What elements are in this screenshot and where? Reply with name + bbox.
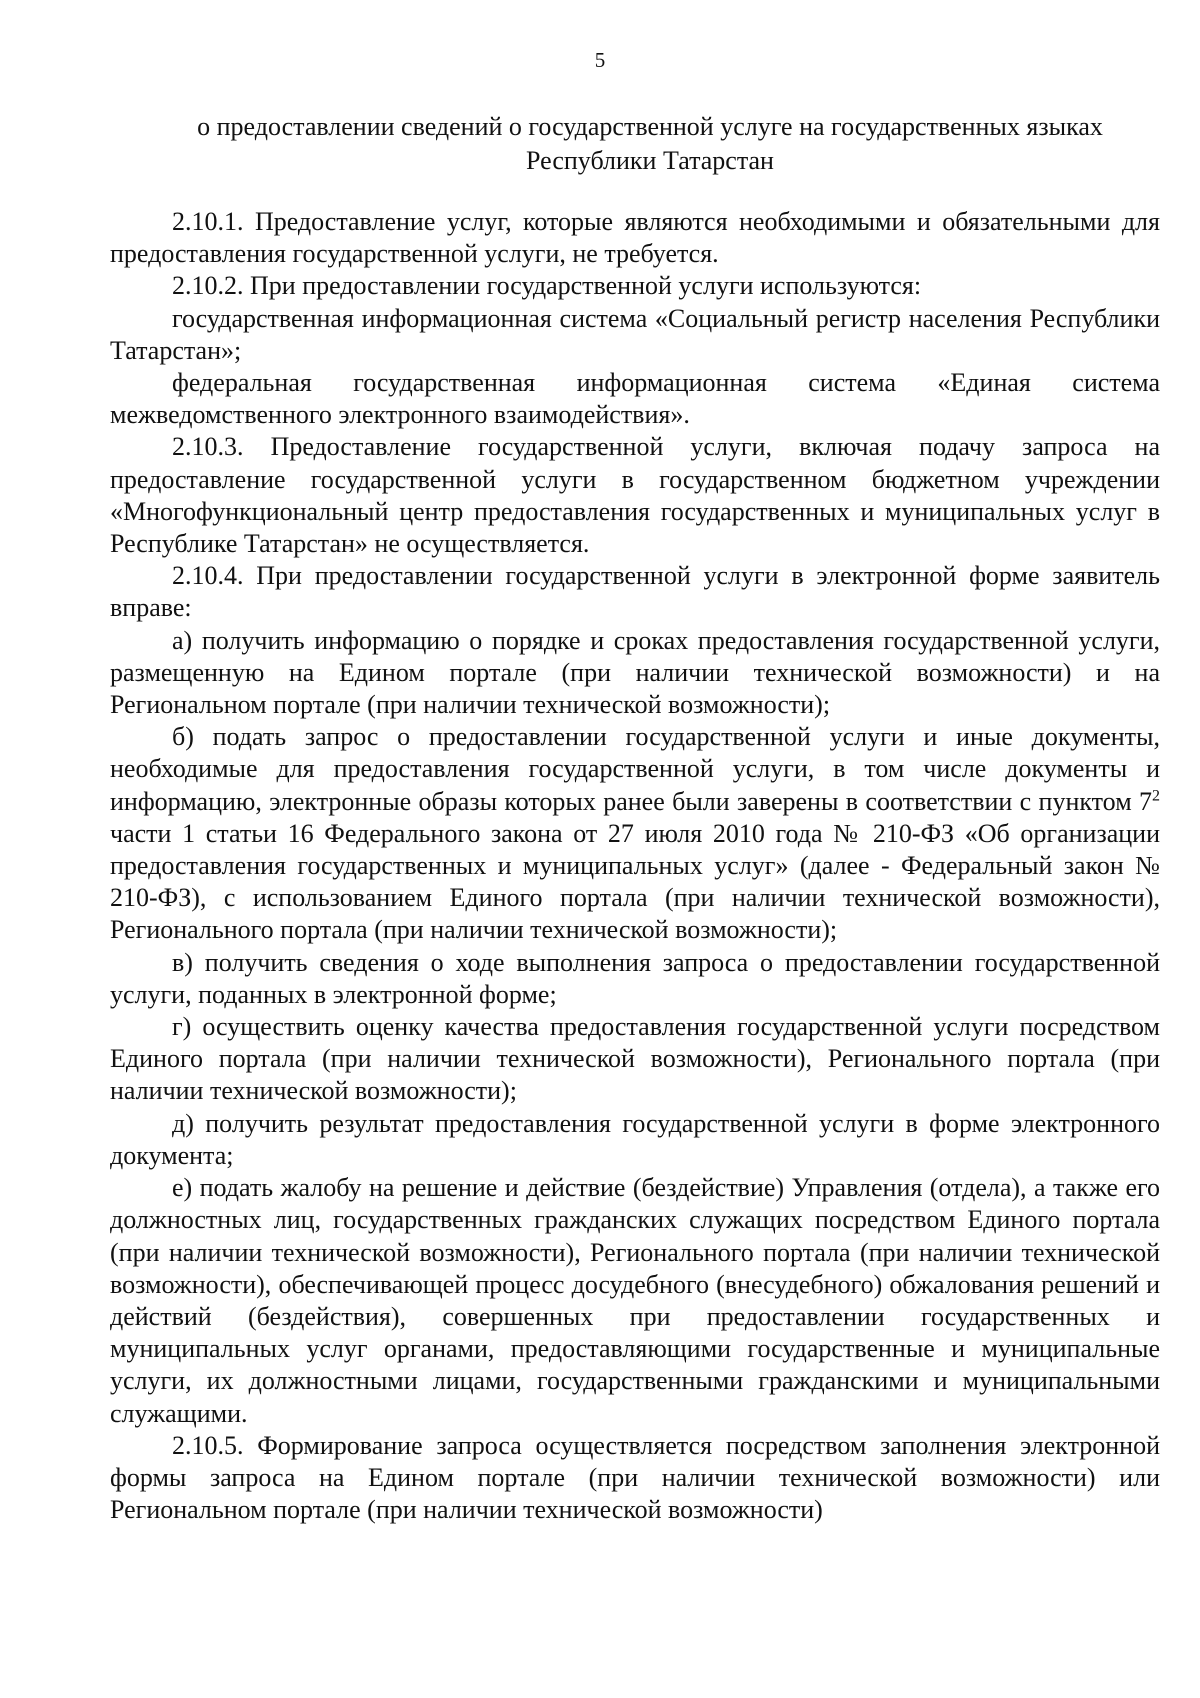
- paragraph-2-10-1: 2.10.1. Предоставление услуг, которые являются необходимыми и обязательными для предоставления государственной услуги, не требуется.: [110, 207, 1160, 269]
- paragraph-2-10-2: 2.10.2. При предоставлении государственной услуги используются:: [172, 271, 922, 301]
- section-heading: [130, 110, 1170, 178]
- heading-line-2: Республики Татарстан: [526, 146, 774, 175]
- document-body: [110, 206, 1160, 1526]
- paragraph-2-10-3: 2.10.3. Предоставление государственной услуги, включая подачу запроса на предоставление государственной услуги в государственном бюджетном учреждении «Многофункциональный центр предоставления государственных и муниципальных услуг в Республике Татарстан» не осуществляется.: [110, 432, 1160, 559]
- heading-line-1: о предоставлении сведений о государственной услуге на государственных языках: [197, 112, 1103, 141]
- item-b-text-1: б) подать запрос о предоставлении государственной услуги и иные документы, необходимые для предоставления государственной услуги, в том числе документы и информацию, электронные образы которых ранее были заверены в соответствии с пунктом 7: [110, 722, 1160, 816]
- paragraph-item-b: [110, 721, 1160, 946]
- paragraph-social-register: государственная информационная система «Социальный регистр населения Республики Татарстан»;: [110, 303, 1160, 365]
- paragraph-item-d: д) получить результат предоставления государственной услуги в форме электронного документа;: [110, 1108, 1160, 1170]
- paragraph-2-10-4: 2.10.4. При предоставлении государственной услуги в электронной форме заявитель вправе:: [110, 561, 1160, 623]
- item-b-superscript: 2: [1152, 787, 1160, 804]
- paragraph-smev: федеральная государственная информационная система «Единая система межведомственного электронного взаимодействия».: [110, 368, 1160, 430]
- paragraph-2-10-5: 2.10.5. Формирование запроса осуществляется посредством заполнения электронной формы запроса на Едином портале (при наличии технической возможности) или Региональном портале (при наличии технической возможности): [110, 1430, 1160, 1525]
- paragraph-item-e: е) подать жалобу на решение и действие (бездействие) Управления (отдела), а также его должностных лиц, государственных гражданских служащих посредством Единого портала (при наличии технической возможности), Регионального портала (при наличии технической возможности), обеспечивающей процесс досудебного (внесудебного) обжалования решений и действий (бездействия), совершенных при предоставлении государственных и муниципальных услуг органами, предоставляющими государственные и муниципальные услуги, их должностными лицами, государственными гражданскими и муниципальными служащими.: [110, 1173, 1160, 1428]
- item-b-text-2: части 1 статьи 16 Федерального закона от 27 июля 2010 года № 210-ФЗ «Об организации предоставления государственных и муниципальных услуг» (далее - Федеральный закон № 210-ФЗ), с использованием Единого портала (при наличии технической возможности), Регионального портала (при наличии технической возможности);: [110, 818, 1160, 945]
- paragraph-item-g: г) осуществить оценку качества предоставления государственной услуги посредством Единого портала (при наличии технической возможности), Регионального портала (при наличии технической возможности);: [110, 1012, 1160, 1106]
- paragraph-item-v: в) получить сведения о ходе выполнения запроса о предоставлении государственной услуги, поданных в электронной форме;: [110, 947, 1160, 1009]
- paragraph-item-a: а) получить информацию о порядке и сроках предоставления государственной услуги, размещенную на Едином портале (при наличии технической возможности) и на Региональном портале (при наличии технической возможности);: [110, 625, 1160, 720]
- page-number: 5: [594, 48, 606, 72]
